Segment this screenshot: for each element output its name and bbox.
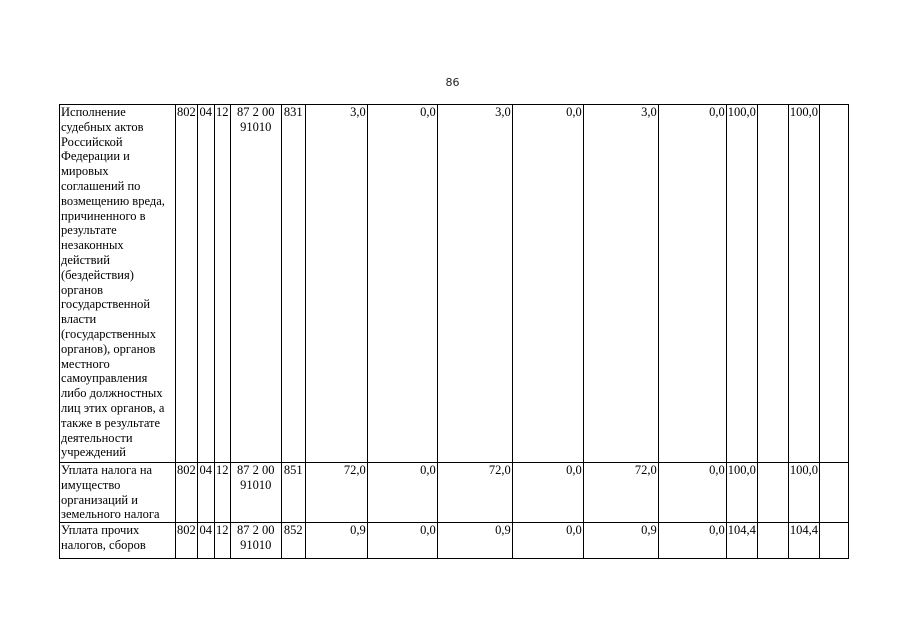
section-code: 04 — [197, 463, 214, 523]
value-cell: 72,0 — [583, 463, 658, 523]
value-cell: 3,0 — [583, 105, 658, 463]
subsection-code: 12 — [214, 463, 230, 523]
value-cell: 0,9 — [583, 523, 658, 559]
expense-type: 831 — [281, 105, 305, 463]
table-row — [60, 105, 849, 463]
row-name: Уплата налога на имущество организаций и земельного налога — [60, 463, 176, 523]
table-row — [60, 463, 849, 523]
percent-cell: 100,0 — [726, 463, 757, 523]
percent-cell: 100,0 — [788, 105, 819, 463]
value-cell: 3,0 — [437, 105, 512, 463]
target-article: 87 2 00 91010 — [230, 105, 281, 463]
percent-cell: 104,4 — [726, 523, 757, 559]
percent-cell — [820, 523, 849, 559]
percent-cell — [757, 105, 788, 463]
subsection-code: 12 — [214, 523, 230, 559]
page-number: 86 — [445, 76, 460, 89]
budget-table — [59, 104, 849, 559]
value-cell: 0,0 — [658, 463, 726, 523]
percent-cell — [820, 463, 849, 523]
percent-cell — [820, 105, 849, 463]
value-cell: 0,0 — [512, 523, 583, 559]
value-cell: 3,0 — [305, 105, 367, 463]
value-cell: 0,0 — [367, 463, 437, 523]
subsection-code: 12 — [214, 105, 230, 463]
value-cell: 0,0 — [367, 523, 437, 559]
row-name: Исполнение судебных актов Российской Федерации и мировых соглашений по возмещению вреда, причиненного в результате незаконных действий (бездействия) органов государственной власти (государственных органов), органов местного самоуправления либо должностных лиц этих органов, а также в результате деятельности учреждений — [60, 105, 176, 463]
expense-type: 851 — [281, 463, 305, 523]
value-cell: 0,0 — [658, 105, 726, 463]
section-code: 04 — [197, 523, 214, 559]
value-cell: 72,0 — [437, 463, 512, 523]
value-cell: 0,9 — [305, 523, 367, 559]
ministry-code: 802 — [176, 105, 198, 463]
value-cell: 0,0 — [512, 105, 583, 463]
section-code: 04 — [197, 105, 214, 463]
value-cell: 0,0 — [512, 463, 583, 523]
expense-type: 852 — [281, 523, 305, 559]
table-row — [60, 523, 849, 559]
percent-cell — [757, 523, 788, 559]
target-article: 87 2 00 91010 — [230, 463, 281, 523]
percent-cell: 104,4 — [788, 523, 819, 559]
ministry-code: 802 — [176, 463, 198, 523]
target-article: 87 2 00 91010 — [230, 523, 281, 559]
percent-cell — [757, 463, 788, 523]
percent-cell: 100,0 — [726, 105, 757, 463]
value-cell: 72,0 — [305, 463, 367, 523]
ministry-code: 802 — [176, 523, 198, 559]
row-name: Уплата прочих налогов, сборов — [60, 523, 176, 559]
value-cell: 0,0 — [658, 523, 726, 559]
value-cell: 0,0 — [367, 105, 437, 463]
percent-cell: 100,0 — [788, 463, 819, 523]
value-cell: 0,9 — [437, 523, 512, 559]
